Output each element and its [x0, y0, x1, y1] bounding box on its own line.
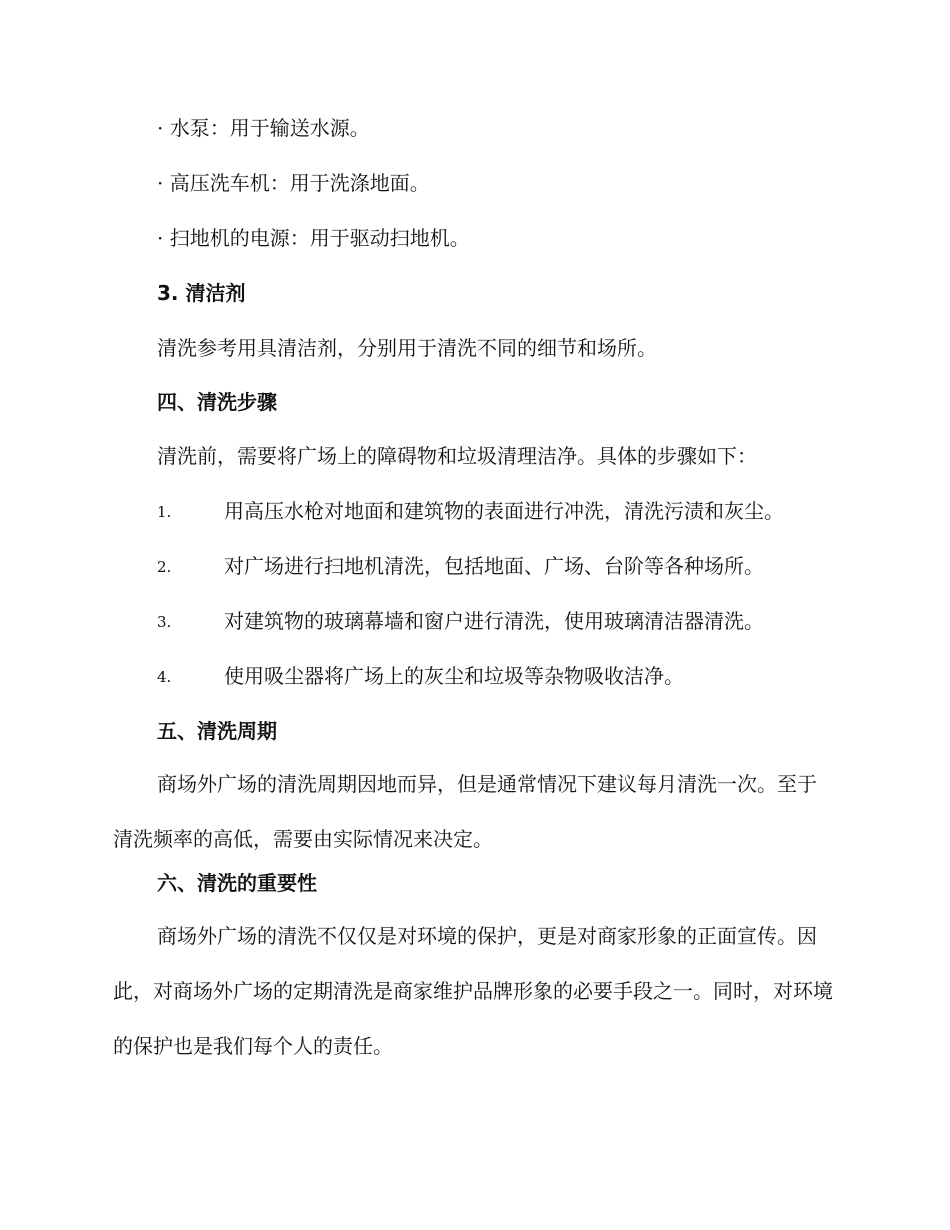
step-number: 4. [157, 668, 172, 686]
step-number: 1. [157, 503, 172, 521]
section-4-heading: 四、清洗步骤 [157, 390, 277, 414]
section-5-heading: 五、清洗周期 [157, 719, 277, 743]
bullet-water-pump: · 水泵：用于输送水源。 [157, 116, 370, 140]
bullet-pressure-washer: · 高压洗车机：用于洗涤地面。 [157, 171, 430, 195]
section-3-text: 清洗参考用具清洁剂，分别用于清洗不同的细节和场所。 [157, 336, 657, 360]
section-6-text: 商场外广场的清洗不仅仅是对环境的保护，更是对商家形象的正面宣传。因此，对商场外广场的定期清洗是商家维护品牌形象的必要手段之一。同时，对环境的保护也是我们每个人的责任。 [113, 924, 833, 1058]
step-number: 3. [157, 613, 172, 631]
bullet-sweeper-power: · 扫地机的电源：用于驱动扫地机。 [157, 226, 470, 250]
step-text: 用高压水枪对地面和建筑物的表面进行冲洗，清洗污渍和灰尘。 [224, 499, 784, 523]
section-4-intro: 清洗前，需要将广场上的障碍物和垃圾清理洁净。具体的步骤如下： [157, 444, 757, 468]
section-3-heading: 3. 清洁剂 [157, 281, 246, 305]
step-text: 对建筑物的玻璃幕墙和窗户进行清洗，使用玻璃清洁器清洗。 [224, 609, 764, 633]
section-6-heading: 六、清洗的重要性 [157, 871, 317, 895]
step-text: 对广场进行扫地机清洗，包括地面、广场、台阶等各种场所。 [224, 554, 764, 578]
section-5-text: 商场外广场的清洗周期因地而异，但是通常情况下建议每月清洗一次。至于清洗频率的高低，需要由实际情况来决定。 [113, 772, 817, 851]
step-number: 2. [157, 558, 172, 576]
step-text: 使用吸尘器将广场上的灰尘和垃圾等杂物吸收洁净。 [224, 664, 684, 688]
